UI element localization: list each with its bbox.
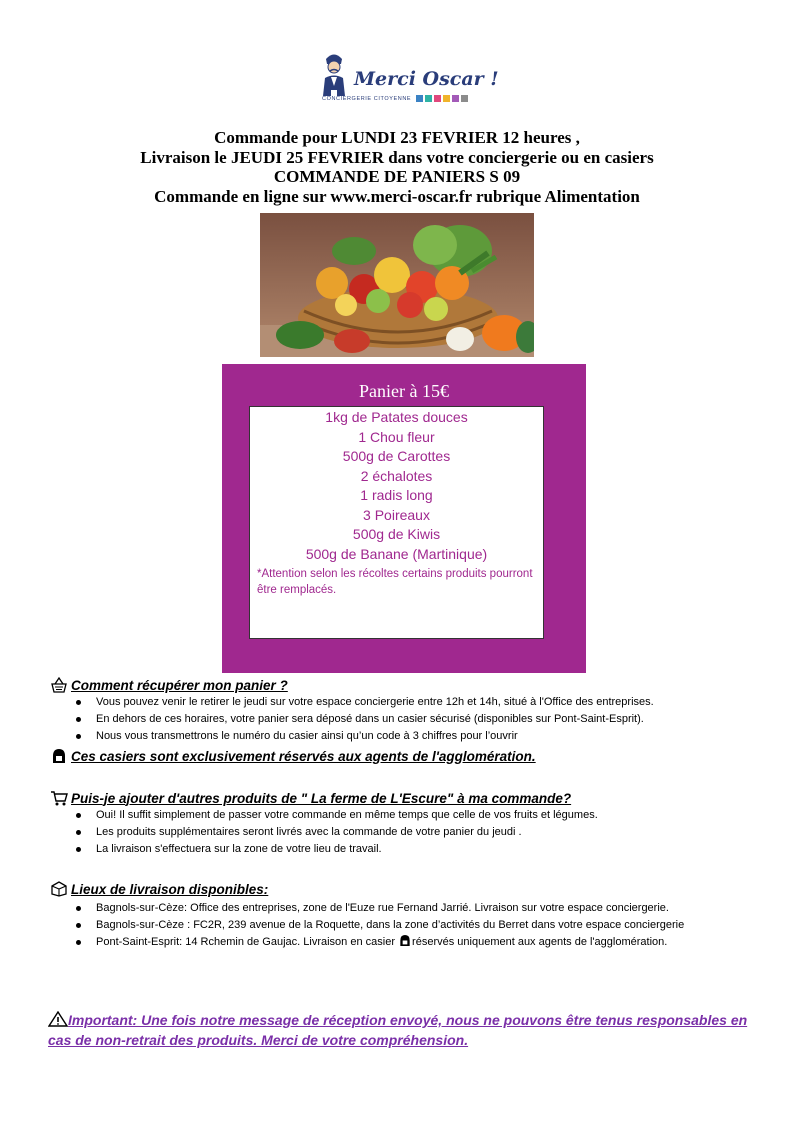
casiers-notice bbox=[50, 748, 536, 764]
panier-item: 3 Poireaux bbox=[363, 506, 430, 523]
order-heading bbox=[0, 128, 794, 206]
logo-color-squares bbox=[416, 95, 468, 102]
panier-item: 1 Chou fleur bbox=[358, 428, 435, 445]
section-add-products-title bbox=[50, 790, 571, 806]
oscar-mascot-icon bbox=[318, 50, 350, 98]
locker-icon bbox=[50, 748, 68, 764]
panier-item-list bbox=[250, 408, 543, 564]
logo-wordmark: Merci Oscar ! bbox=[354, 68, 499, 90]
list-item: Vous pouvez venir le retirer le jeudi sur votre espace conciergerie entre 12h et 14h, situé à l'Office des entreprises. bbox=[74, 694, 654, 711]
delivery-box-icon bbox=[50, 881, 68, 897]
logo-square bbox=[425, 95, 432, 102]
list-item: Nous vous transmettrons le numéro du casier ainsi qu’un code à 3 chiffres pour l’ouvrir bbox=[74, 728, 654, 745]
vegetable-basket-image bbox=[260, 213, 534, 357]
casiers-notice-text: Ces casiers sont exclusivement réservés aux agents de l'agglomération. bbox=[71, 748, 536, 764]
list-item: La livraison s'effectuera sur la zone de votre lieu de travail. bbox=[74, 841, 598, 858]
panier-item: 500g de Carottes bbox=[342, 448, 451, 464]
list-item: Les produits supplémentaires seront livrés avec la commande de votre panier du jeudi . bbox=[74, 824, 598, 841]
logo-square bbox=[452, 95, 459, 102]
panier-note: *Attention selon les récoltes certains produits pourront être remplacés. bbox=[257, 568, 533, 596]
section-add-products-title-text: Puis-je ajouter d'autres produits de " La ferme de L'Escure" à ma commande? bbox=[71, 790, 572, 806]
heading-order-deadline: Commande pour LUNDI 23 FEVRIER 12 heures , bbox=[214, 128, 580, 147]
list-item: Bagnols-sur-Cèze : FC2R, 239 avenue de la Roquette, dans la zone d’activités du Berret dans votre espace conciergerie bbox=[74, 917, 684, 934]
panier-item: 1 radis long bbox=[360, 487, 433, 503]
important-notice bbox=[48, 1010, 748, 1050]
list-item-text: Pont-Saint-Esprit: 14 Rchemin de Gaujac. Livraison en casier bbox=[96, 936, 395, 948]
logo-tagline: CONCIERGERIE CITOYENNE bbox=[322, 96, 412, 102]
list-item bbox=[74, 934, 684, 951]
heading-delivery-date: Livraison le JEUDI 25 FEVRIER dans votre conciergerie ou en casiers bbox=[140, 147, 654, 167]
panier-card bbox=[222, 364, 586, 673]
heading-week: COMMANDE DE PANIERS S 09 bbox=[273, 167, 521, 186]
list-item: Oui! Il suffit simplement de passer votre commande en même temps que celle de vos fruits et légumes. bbox=[74, 807, 598, 824]
section-delivery-places-title-text: Lieux de livraison disponibles: bbox=[71, 881, 269, 897]
merci-oscar-logo bbox=[318, 50, 499, 108]
list-item-text: réservés uniquement aux agents de l'agglomération. bbox=[412, 936, 668, 948]
heading-online-order: Commande en ligne sur www.merci-oscar.fr rubrique Alimentation bbox=[154, 186, 640, 206]
panier-title: Panier à 15€ bbox=[359, 381, 449, 401]
section-add-products-list bbox=[74, 807, 598, 858]
logo-square bbox=[461, 95, 468, 102]
section-delivery-places-list bbox=[74, 900, 684, 951]
list-item: En dehors de ces horaires, votre panier sera déposé dans un casier sécurisé (disponibles sur Pont-Saint-Esprit). bbox=[74, 711, 654, 728]
important-notice-text: Important: Une fois notre message de réception envoyé, nous ne pouvons être tenus responsables en cas de non-retrait des produits. Merci de votre compréhension. bbox=[48, 1012, 748, 1048]
section-pickup-title bbox=[50, 677, 288, 693]
logo-square bbox=[434, 95, 441, 102]
panier-contents bbox=[249, 406, 544, 639]
logo-square bbox=[443, 95, 450, 102]
panier-item: 2 échalotes bbox=[360, 467, 433, 484]
panier-item: 1kg de Patates douces bbox=[325, 409, 468, 425]
panier-item: 500g de Kiwis bbox=[352, 526, 441, 542]
basket-icon bbox=[50, 677, 68, 693]
panier-item: 500g de Banane (Martinique) bbox=[305, 545, 488, 562]
locker-icon bbox=[398, 934, 412, 947]
list-item: Bagnols-sur-Cèze: Office des entreprises, zone de l'Euze rue Fernand Jarrié. Livraison sur votre espace conciergerie. bbox=[74, 900, 684, 917]
shopping-cart-icon bbox=[50, 790, 68, 806]
logo-square bbox=[416, 95, 423, 102]
section-delivery-places-title bbox=[50, 881, 268, 897]
section-pickup-title-text: Comment récupérer mon panier ? bbox=[71, 677, 288, 693]
warning-icon bbox=[48, 1011, 68, 1027]
section-pickup-list bbox=[74, 694, 654, 745]
